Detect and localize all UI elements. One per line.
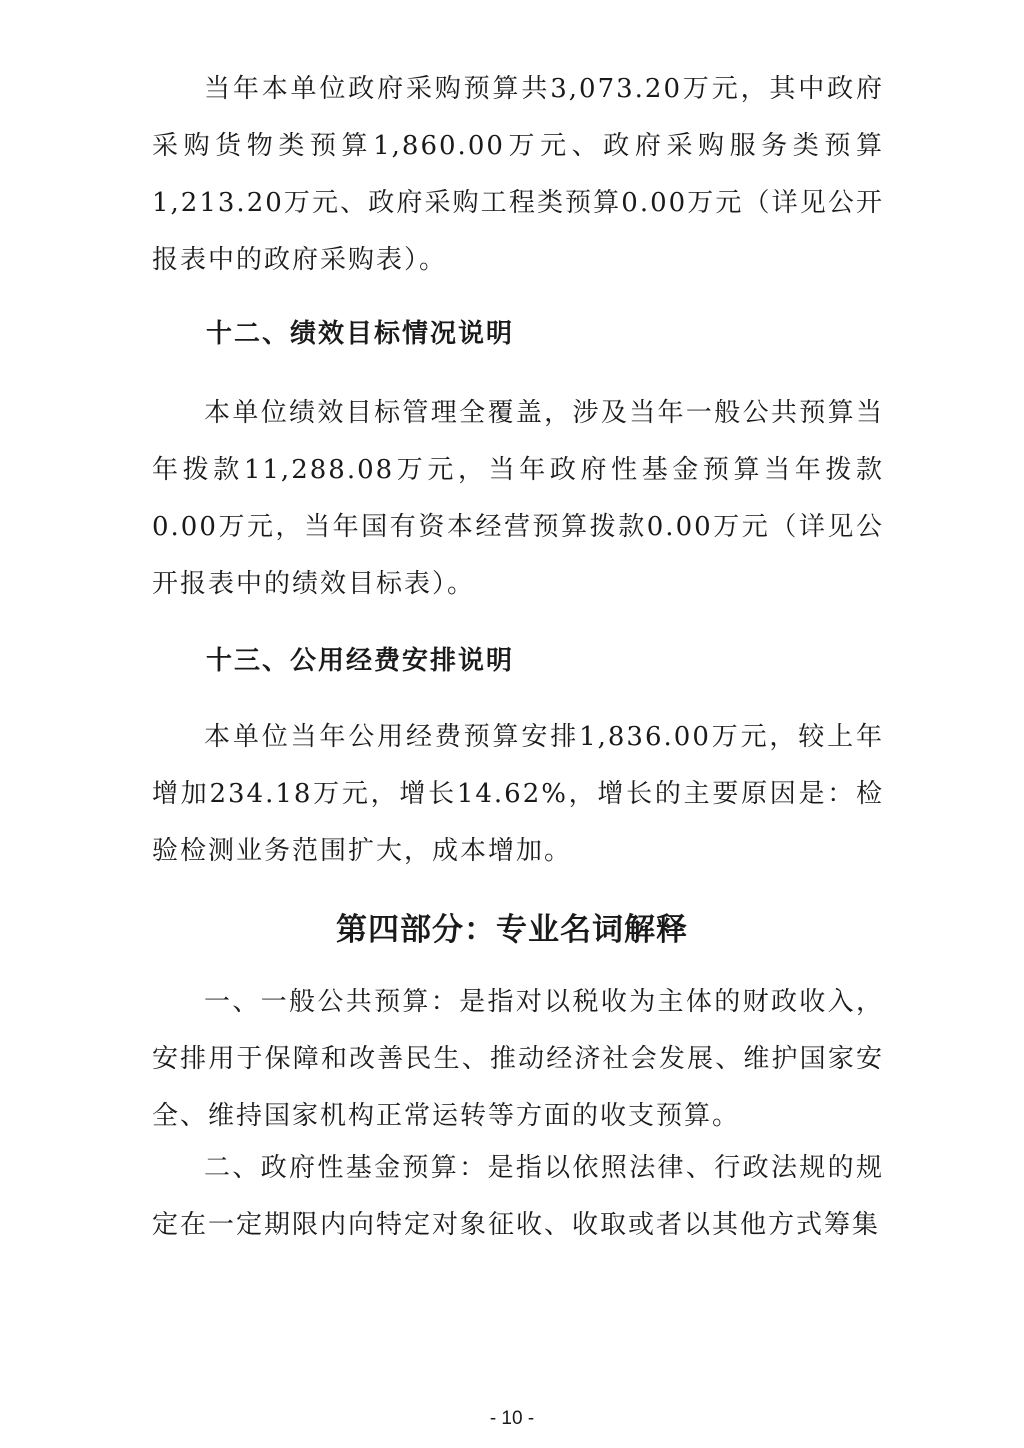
page-number: - 10 -: [489, 1408, 535, 1429]
performance-goals-heading: 十二、绩效目标情况说明: [206, 319, 515, 349]
public-expenses-paragraph: 本单位当年公用经费预算安排1,836.00万元，较上年增加234.18万元，增长14.62%，增长的主要原因是：检验检测业务范围扩大，成本增加。: [152, 722, 884, 866]
part-four-title: 第四部分：专业名词解释: [336, 912, 688, 948]
public-expenses-heading: 十三、公用经费安排说明: [206, 646, 515, 676]
performance-goals-paragraph: 本单位绩效目标管理全覆盖，涉及当年一般公共预算当年拨款11,288.08万元，当年政府性基金预算当年拨款0.00万元，当年国有资本经营预算拨款0.00万元（详见公开报表中的绩效目标表）。: [152, 398, 884, 599]
general-public-budget-definition: 一、一般公共预算：是指对以税收为主体的财政收入，安排用于保障和改善民生、推动经济社会发展、维护国家安全、维持国家机构正常运转等方面的收支预算。: [152, 987, 884, 1131]
government-fund-budget-definition: 二、政府性基金预算：是指以依照法律、行政法规的规定在一定期限内向特定对象征收、收取或者以其他方式筹集: [152, 1153, 884, 1240]
procurement-budget-paragraph: 当年本单位政府采购预算共3,073.20万元，其中政府采购货物类预算1,860.00万元、政府采购服务类预算1,213.20万元、政府采购工程类预算0.00万元（详见公开报表中的政府采购表）。: [152, 74, 884, 275]
